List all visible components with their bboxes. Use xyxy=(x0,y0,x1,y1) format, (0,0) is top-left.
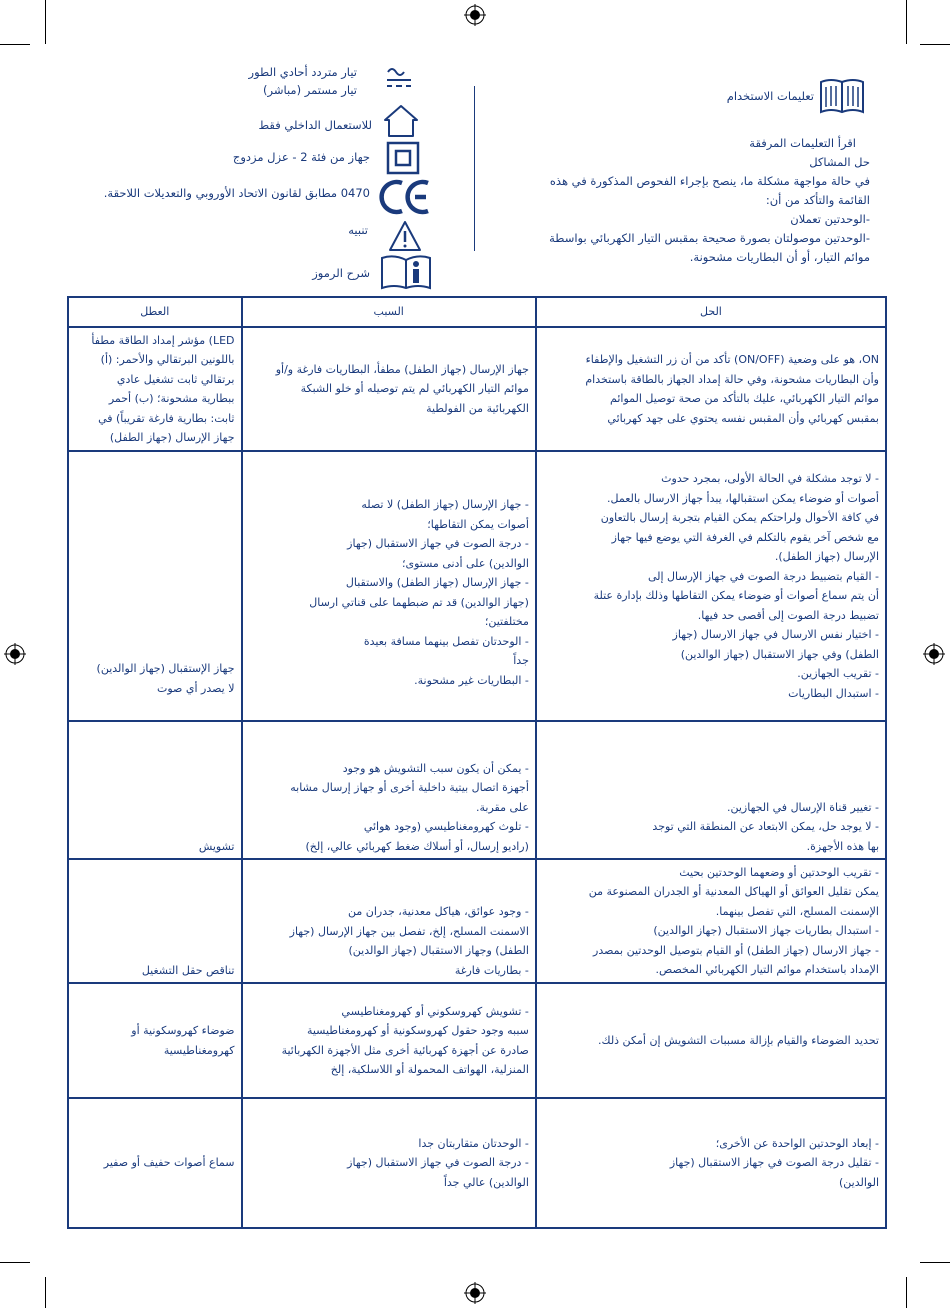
instructions-title: تعليمات الاستخدام xyxy=(726,89,814,103)
instructions-line: في حالة مواجهة مشكلة ما، ينصح بإجراء الفحوص المذكورة في هذه xyxy=(549,174,870,188)
cause-line: - درجة الصوت في جهاز الاستقبال (جهاز xyxy=(347,537,529,550)
solution-line: الإرسال (جهاز الطفل). xyxy=(774,550,879,563)
crop-mark-tr-v xyxy=(906,0,907,44)
registration-mark-top-icon xyxy=(464,4,486,26)
fault-line: برتقالي ثابت تشغيل عادي xyxy=(116,372,235,386)
solution-line: أصوات أو ضوضاء يمكن استقبالها، يبدأ جهاز الارسال بالعمل. xyxy=(607,491,879,505)
crop-mark-br-v xyxy=(906,1277,907,1308)
cause-line: (جهاز الوالدين) قد تم ضبطهما على قناتي ارسال xyxy=(309,595,529,609)
instructions-line: القائمة والتأكد من أن: xyxy=(765,193,870,207)
header-divider xyxy=(474,86,475,251)
cause-line: جداً xyxy=(513,654,529,667)
dc-label: تيار مستمر (مباشر) xyxy=(262,83,357,97)
solution-line: - إبعاد الوحدتين الواحدة عن الأخرى؛ xyxy=(715,1136,879,1150)
solution-cell xyxy=(536,451,886,721)
cause-line: جهاز الإرسال (جهاز الطفل) مطفأ، البطاريات فارغة و/أو xyxy=(275,362,529,376)
instructions-line: اقرأ التعليمات المرفقة xyxy=(749,136,856,150)
instructions-line: -الوحدتين تعملان xyxy=(790,212,870,226)
cause-line: - جهاز الإرسال (جهاز الطفل) والاستقبال xyxy=(345,576,529,589)
troubleshooting-table xyxy=(67,296,887,1229)
solution-line: تضبيط درجة الصوت إلى أقصى حد فيها. xyxy=(697,608,879,622)
cause-line: (راديو إرسال، أو أسلاك ضغط كهربائي عالي، إلخ) xyxy=(305,839,529,853)
header-solution: الحل xyxy=(536,297,886,327)
fault-line: جهاز الإستقبال (جهاز الوالدين) xyxy=(96,662,235,675)
fault-line: سماع أصوات حفيف أو صفير xyxy=(103,1156,235,1170)
fault-line: جهاز الإرسال (جهاز الطفل) xyxy=(109,431,235,444)
solution-cell xyxy=(536,983,886,1098)
solution-line: - اختيار نفس الارسال في جهاز الارسال (جهاز xyxy=(672,628,879,641)
fault-cell xyxy=(68,1098,242,1228)
fault-line: كهرومغناطيسية xyxy=(163,1043,235,1057)
cause-cell xyxy=(242,451,536,721)
warning-label: تنبيه xyxy=(348,223,368,237)
solution-line: - جهاز الارسال (جهاز الطفل) أو القيام بتوصيل الوحدتين بمصدر xyxy=(593,943,879,957)
solution-line: يمكن تقليل العوائق أو الهياكل المعدنية أو الجدران المصنوعة من xyxy=(588,885,879,898)
house-icon xyxy=(382,104,420,138)
fault-cell xyxy=(68,327,242,451)
header-fault: العطل xyxy=(68,297,242,327)
crop-mark-bl-h xyxy=(0,1262,30,1263)
table-row xyxy=(68,327,886,451)
cause-line: الكهربائية من الفولطية xyxy=(426,401,529,415)
cause-line: أجهزة اتصال بيتية داخلية أخرى أو جهاز إرسال مشابه xyxy=(290,781,529,794)
cause-line: الوالدين) على أدنى مستوى؛ xyxy=(402,556,529,570)
solution-line: موائم التيار الكهربائي، عليك بالتأكد من صحة توصيل الموائم xyxy=(610,392,879,405)
solution-line: - تقليل درجة الصوت في جهاز الاستقبال (جهاز xyxy=(669,1156,879,1170)
cause-line: مختلفتين؛ xyxy=(484,615,529,628)
cause-line: الطفل) وجهاز الاستقبال (جهاز الوالدين) xyxy=(348,944,529,957)
crop-mark-bl-v xyxy=(45,1277,46,1308)
solution-line: ON، هو على وضعية (ON/OFF) تأكد من أن زر التشغيل والإطفاء xyxy=(585,353,879,366)
open-book-icon xyxy=(818,76,866,116)
cause-cell xyxy=(242,721,536,859)
cause-line: - وجود عوائق، هياكل معدنية، جدران من xyxy=(348,905,529,918)
fault-line: ثابت: بطارية فارغة تقريباً) في xyxy=(98,411,235,425)
ac-label: تيار متردد أحادي الطور xyxy=(248,65,357,79)
indoor-label: للاستعمال الداخلي فقط xyxy=(258,118,372,132)
solution-line: - لا توجد مشكلة في الحالة الأولى، بمجرد حدوث xyxy=(661,472,879,485)
cause-line: - بطاريات فارغة xyxy=(454,963,529,977)
cause-line: - الوحدتان تفصل بينهما مسافة بعيدة xyxy=(363,634,529,648)
solution-line: - استبدال البطاريات xyxy=(788,686,879,700)
ce-mark-icon xyxy=(378,177,432,217)
solution-line: بها هذه الأجهزة. xyxy=(806,839,879,853)
table-row xyxy=(68,1098,886,1228)
crop-mark-tl-v xyxy=(45,0,46,44)
solution-line: الإسمنت المسلح، التي تفصل بينهما. xyxy=(715,904,879,918)
instructions-text xyxy=(500,134,870,267)
solution-cell xyxy=(536,859,886,983)
solution-line: مع شخص آخر يقوم بالتكلم في الغرفة التي يوضع فيها جهاز xyxy=(611,530,879,544)
cause-line: الاسمنت المسلح، إلخ، تفصل بين جهاز الإرسال (جهاز xyxy=(289,924,529,938)
cause-cell xyxy=(242,859,536,983)
solution-line: وأن البطاريات مشحونة، وفي حالة إمداد الجهاز بالطاقة باستخدام xyxy=(585,372,879,386)
table-row xyxy=(68,859,886,983)
solution-line: الوالدين) xyxy=(839,1175,879,1189)
solution-cell xyxy=(536,721,886,859)
fault-line: لا يصدر أي صوت xyxy=(157,681,235,695)
table-row xyxy=(68,983,886,1098)
cause-line: - يمكن أن يكون سبب التشويش هو وجود xyxy=(342,761,529,775)
info-book-icon xyxy=(380,254,432,290)
solution-line: الإمداد باستخدام موائم التيار الكهربائي المخصص. xyxy=(655,963,879,976)
solution-line: - تقريب الجهازين. xyxy=(797,667,879,680)
crop-mark-br-h xyxy=(920,1262,950,1263)
cause-line: - الوحدتان متقاربتان جدا xyxy=(418,1136,529,1150)
solution-line: - استبدال بطاريات جهاز الاستقبال (جهاز الوالدين) xyxy=(653,924,879,937)
fault-cell xyxy=(68,859,242,983)
cause-line: موائم التيار الكهربائي لم يتم توصيله أو خلو الشبكة xyxy=(300,382,529,396)
warning-icon xyxy=(388,220,422,252)
cause-cell xyxy=(242,1098,536,1228)
fault-line: تشويش xyxy=(198,839,235,853)
cause-line: المنزلية، الهواتف المحمولة أو اللاسلكية، إلخ xyxy=(330,1063,529,1076)
crop-mark-tr-h xyxy=(920,44,950,45)
ac-dc-icon xyxy=(384,64,414,92)
fault-cell xyxy=(68,451,242,721)
solution-cell xyxy=(536,1098,886,1228)
class2-label: جهاز من فئة 2 - عزل مزدوج xyxy=(232,150,370,164)
ce-label: 0470 مطابق لقانون الاتحاد الأوروبي والتعديلات اللاحقة. xyxy=(103,186,370,200)
fault-line: باللونين البرتقالي والأحمر: (أ) xyxy=(100,353,235,366)
cause-line: صادرة عن أجهزة كهربائية أخرى مثل الأجهزة الكهربائية xyxy=(281,1043,529,1057)
solution-line: - تغيير قناة الإرسال في الجهازين. xyxy=(726,800,879,814)
crop-mark-tl-h xyxy=(0,44,30,45)
cause-line: أصوات يمكن التقاطها؛ xyxy=(427,517,529,531)
fault-line: ضوضاء كهروسكونية أو xyxy=(131,1024,235,1037)
table-row xyxy=(68,451,886,721)
cause-line: سببه وجود حقول كهروسكونية أو كهرومغناطيسية xyxy=(306,1024,529,1037)
cause-line: - جهاز الإرسال (جهاز الطفل) لا تصله xyxy=(361,498,529,511)
table-header-row xyxy=(68,297,886,327)
fault-line: تناقص حقل التشغيل xyxy=(141,963,235,977)
double-insulation-icon xyxy=(386,141,420,175)
cause-line: - تشويش كهروسكوني أو كهرومغناطيسي xyxy=(341,1004,529,1018)
solution-line: - القيام بتضبيط درجة الصوت في جهاز الإرسال إلى xyxy=(647,569,879,583)
cause-line: - تلوث كهرومغناطيسي (وجود هوائي xyxy=(363,820,529,833)
solution-cell xyxy=(536,327,886,451)
solution-line: في كافة الأحوال ولراحتكم يمكن القيام بتجربة إرسال بالتعاون xyxy=(600,511,879,524)
solution-line: تحديد الضوضاء والقيام بإزالة مسببات التشويش إن أمكن ذلك. xyxy=(598,1033,879,1047)
registration-mark-right-icon xyxy=(923,643,945,665)
solution-line: أن يتم سماع أصوات أو ضوضاء يمكن التقاطها وذلك بإدارة عتلة xyxy=(593,589,879,602)
fault-line: LED) مؤشر إمداد الطاقة مطفأ xyxy=(91,333,235,347)
cause-cell xyxy=(242,327,536,451)
cause-line: الوالدين) عالي جداً xyxy=(443,1175,529,1189)
cause-cell xyxy=(242,983,536,1098)
solution-line: بمقبس كهربائي وأن المقبس نفسه يحتوي على جهد كهربائي xyxy=(607,411,879,425)
solution-line: - لا يوجد حل، يمكن الابتعاد عن المنطقة التي توجد xyxy=(652,820,879,833)
table-row xyxy=(68,721,886,859)
cause-line: - درجة الصوت في جهاز الاستقبال (جهاز xyxy=(347,1156,529,1170)
fault-cell xyxy=(68,721,242,859)
solution-line: الطفل) وفي جهاز الاستقبال (جهاز الوالدين) xyxy=(680,647,879,661)
instructions-line: حل المشاكل xyxy=(809,155,870,169)
registration-mark-bottom-icon xyxy=(464,1282,486,1304)
legend-label: شرح الرموز xyxy=(312,266,370,280)
header-cause: السبب xyxy=(242,297,536,327)
registration-mark-left-icon xyxy=(4,643,26,665)
instructions-line: -الوحدتين موصولتان بصورة صحيحة بمقبس التيار الكهربائي بواسطة xyxy=(549,231,870,245)
cause-line: على مقربة. xyxy=(476,800,529,814)
solution-line: - تقريب الوحدتين أو وضعهما الوحدتين بحيث xyxy=(679,865,879,879)
cause-line: - البطاريات غير مشحونة. xyxy=(414,673,529,687)
fault-cell xyxy=(68,983,242,1098)
fault-line: ببطارية مشحونة؛ (ب) أحمر xyxy=(108,392,235,405)
instructions-line: موائم التيار، أو أن البطاريات مشحونة. xyxy=(689,250,870,264)
